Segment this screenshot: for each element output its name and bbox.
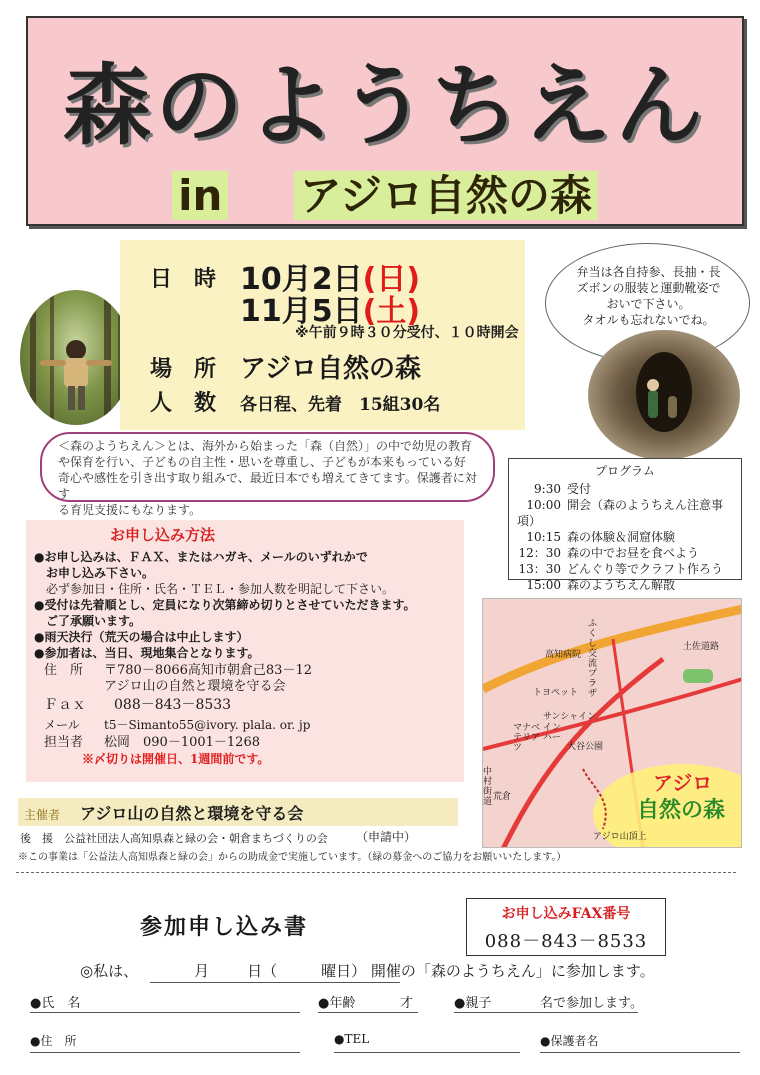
program-schedule <box>508 458 742 592</box>
access-map <box>482 598 742 848</box>
organizer-name: アジロ山の自然と環境を守る会 <box>80 804 304 823</box>
reception-note: ※午前９時３０分受付、１０時開会 <box>295 325 519 341</box>
map-label: サンシャイン <box>543 712 597 722</box>
address-label: 住 所 <box>44 663 84 678</box>
subtitle <box>28 163 742 223</box>
fax-box-title: お申し込みFAX番号 <box>501 906 631 922</box>
cave-photo <box>588 330 740 460</box>
title-banner <box>26 16 744 226</box>
map-label: 中村街道 <box>483 767 493 807</box>
date-1: 10月2日(日) <box>240 262 421 297</box>
name-field-line[interactable] <box>30 1012 300 1013</box>
map-label: ふくし交流プラザ <box>588 619 598 699</box>
fax-label: Ｆａｘ <box>44 697 86 713</box>
guardian-field-line[interactable] <box>540 1052 740 1053</box>
date-2-day: (土) <box>362 294 421 329</box>
place-label: 場 所 <box>150 357 217 382</box>
grant-note: ※この事業は「公益法人高知県森と緑の会」からの助成金で実施しています。（緑の募金へのご協力をお願いいたします。） <box>18 852 567 863</box>
participation-statement: ◎私は、 月 日（ 曜日） 開催の「森のようちえん」に参加します。 <box>80 962 655 980</box>
parent-field-line[interactable] <box>454 1012 638 1013</box>
program-item: 9:30 受付 <box>534 482 592 496</box>
map-label: アジロ山頂上 <box>593 832 647 842</box>
date-2: 11月5日(土) <box>240 294 421 329</box>
fax-value: 088－843－8533 <box>114 697 232 713</box>
support-pending: （申請中） <box>356 830 417 844</box>
fax-number-box <box>466 898 666 956</box>
program-item: 12：30 森の中でお昼を食べよう <box>518 546 700 560</box>
subtitle-in: in <box>172 171 228 220</box>
map-label: 大谷公園 <box>567 742 604 752</box>
event-info-box <box>120 240 525 430</box>
map-label: 土佐道路 <box>683 642 720 652</box>
main-title: 森のようちえん <box>62 54 707 157</box>
program-title: プログラム <box>595 464 655 478</box>
program-item: 10:15 森の体験＆洞窟体験 <box>526 530 676 544</box>
application-title: お申し込み方法 <box>110 526 216 544</box>
date-1-day: (日) <box>362 262 421 297</box>
tel-label: ●TEL <box>334 1032 370 1046</box>
support-line: 後 援 公益社団法人高知県森と緑の会・朝倉まちづくりの会 <box>20 832 328 845</box>
mail-value: t5－Simanto55@ivory. plala. or. jp <box>104 718 311 732</box>
program-item: 10:00 開会（森のようちえん注意事項） <box>517 498 724 528</box>
parent-suffix: 名で参加します。 <box>540 996 643 1011</box>
guardian-label: ●保護者名 <box>540 1034 599 1048</box>
contact-value: 松岡 090－1001－1268 <box>104 735 260 750</box>
address-field-label: ●住 所 <box>30 1034 77 1048</box>
date-label: 日 時 <box>150 267 217 292</box>
bubble-text: 弁当は各自持参、長抽・長 ズボンの服装と運動靴姿で おいで下さい。 タオルも忘れないでね。 <box>576 265 721 327</box>
map-label: 荒倉 <box>493 792 512 802</box>
people-value: 各日程、先着 15組30名 <box>240 395 441 415</box>
address-org: アジロ山の自然と環境を守る会 <box>104 679 286 694</box>
about-description: ＜森のようちえん＞とは、海外から始まった「森（自然）」の中で幼児の教育 や保育を行い、子どもの自主性・思いを尊重し、子どもが本来もっている好 奇心や感性を引き出す取り組みで、最近日本でも増えてきてます。保護者に対す る育児支援にもなります。 <box>40 432 495 502</box>
map-logo-line2: 自然の森 <box>637 798 726 823</box>
organizer-label: 主催者 <box>24 808 61 822</box>
cut-line <box>16 872 736 873</box>
mail-label: メール <box>44 718 80 732</box>
deadline-note: ※〆切りは開催日、1週間前です。 <box>82 752 270 766</box>
application-method: お申し込み方法 ●お申し込みは、ＦＡＸ、またはハガキ、メールのいずれかで お申し込み下さい。 必ず参加日・住所・氏名・ＴＥＬ・参加人数を明記して下さい。 ●受付は先着順とし、定員になり次第締め切りとさせていただきます。 ご了承願います。 ●雨天決行（荒天の場合は中止します） ●参加者は、当日、現地集合となります。 住 所 〒780－8066高知市朝倉己83－12 アジロ山の自然と環境を守る会 Ｆａｘ 088－843－8533 メール t5－Simanto55@ivory. plala. or. jp 担当者 松岡 090－1001－1268 ※〆切りは開催日、1週間前です。 <box>26 520 464 782</box>
map-label: トヨペット <box>533 688 579 698</box>
date-underline <box>150 982 400 983</box>
age-field-line[interactable] <box>318 1012 418 1013</box>
contact-label: 担当者 <box>44 735 84 750</box>
map-logo-line1: アジロ <box>653 771 713 795</box>
program-item: 15:00 森のようちえん解散 <box>526 578 676 592</box>
program-item: 13：30 どんぐり等でクラフト作ろう <box>518 562 724 576</box>
map-label: 高知病院 <box>545 650 582 660</box>
map-label: マナベ インテリア ハーツ <box>513 723 561 753</box>
fax-box-number: 088－843－8533 <box>484 931 648 952</box>
age-label: ●年齢 <box>318 996 356 1011</box>
subtitle-place: アジロ自然の森 <box>294 171 598 220</box>
program-list <box>517 481 733 593</box>
parent-label: ●親子 <box>454 996 492 1011</box>
people-label: 人 数 <box>150 391 217 416</box>
child-forest-photo <box>20 290 132 425</box>
name-label: ●氏 名 <box>30 996 81 1011</box>
form-title: 参加申し込み書 <box>140 914 309 940</box>
tel-field-line[interactable] <box>334 1052 520 1053</box>
address-value: 〒780－8066高知市朝倉己83－12 <box>104 663 312 678</box>
organizer-box <box>18 798 458 826</box>
place-value: アジロ自然の森 <box>240 354 421 384</box>
address-field-line[interactable] <box>30 1052 300 1053</box>
age-unit: 才 <box>400 996 414 1011</box>
